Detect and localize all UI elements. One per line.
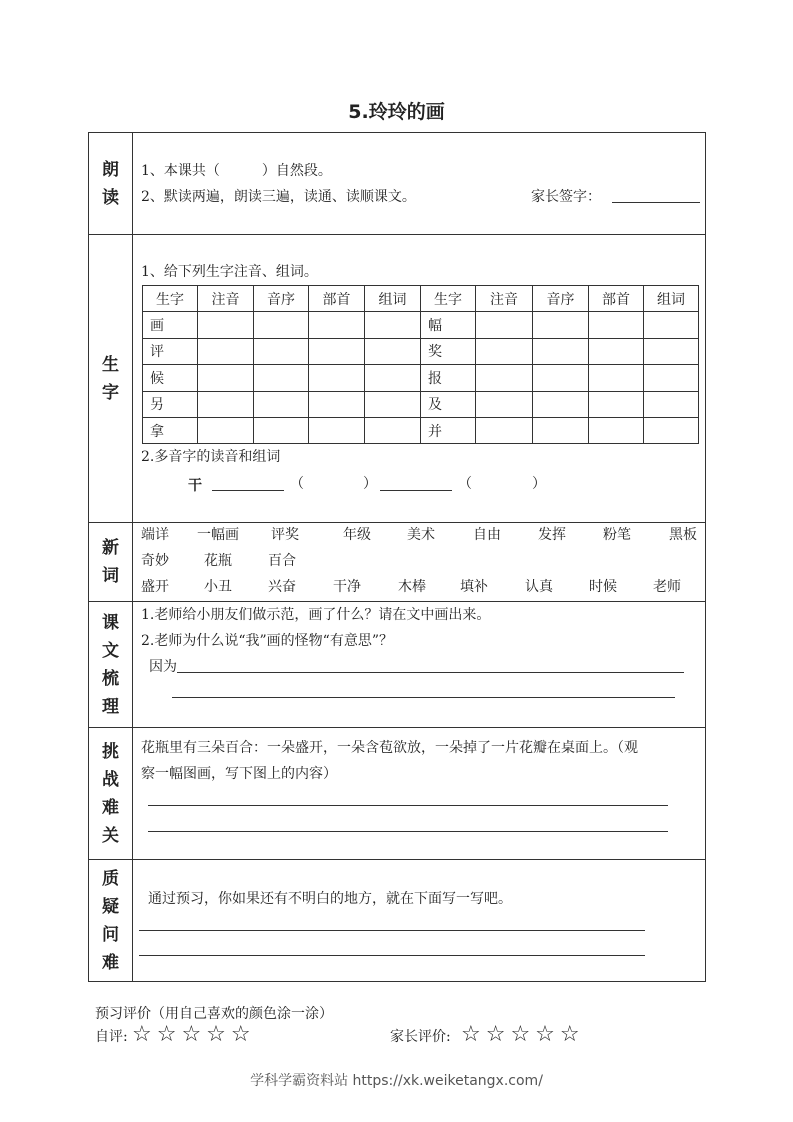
answer-line[interactable] bbox=[148, 831, 668, 832]
new-word: 百合 bbox=[268, 553, 296, 569]
answer-line[interactable] bbox=[172, 697, 675, 698]
new-word: 一幅画 bbox=[197, 527, 239, 543]
blank-cell[interactable] bbox=[254, 417, 309, 443]
blank-cell[interactable] bbox=[309, 417, 365, 443]
section-label: 生字 bbox=[102, 354, 119, 403]
table-row bbox=[143, 338, 699, 364]
langdu-line2: 2、默读两遍，朗读三遍，读通、读顺课文。 bbox=[141, 189, 416, 205]
section-langdu bbox=[89, 133, 705, 234]
blank-cell[interactable] bbox=[533, 391, 589, 417]
answer-line[interactable] bbox=[139, 955, 645, 956]
polyphone-char: 干 bbox=[188, 478, 202, 494]
character-cell: 另 bbox=[143, 391, 198, 417]
page-title: 5.玲玲的画 bbox=[348, 101, 445, 123]
new-word: 小丑 bbox=[204, 579, 232, 595]
blank-cell[interactable] bbox=[476, 338, 533, 364]
section-zhiyi bbox=[89, 859, 705, 981]
column-header: 组词 bbox=[644, 286, 699, 312]
characters-table bbox=[142, 285, 699, 444]
self-eval-label: 自评: bbox=[95, 1029, 128, 1045]
character-cell: 及 bbox=[421, 391, 476, 417]
character-cell: 幅 bbox=[421, 312, 476, 338]
answer-line[interactable] bbox=[139, 930, 645, 931]
blank-cell[interactable] bbox=[533, 338, 589, 364]
table-row bbox=[143, 417, 699, 443]
blank-cell[interactable] bbox=[365, 417, 421, 443]
column-header: 部首 bbox=[309, 286, 365, 312]
table-row bbox=[143, 312, 699, 338]
column-header: 音序 bbox=[533, 286, 589, 312]
section-label: 课文梳理 bbox=[102, 612, 119, 717]
new-word: 年级 bbox=[343, 527, 371, 543]
new-word: 时候 bbox=[589, 579, 617, 595]
answer-line[interactable] bbox=[177, 672, 684, 673]
zhiyi-text: 通过预习，你如果还有不明白的地方，就在下面写一写吧。 bbox=[148, 891, 512, 907]
column-header: 注音 bbox=[198, 286, 254, 312]
challenge-line-2: 察一幅图画，写下图上的内容） bbox=[141, 766, 337, 782]
new-word: 填补 bbox=[460, 579, 488, 595]
polyphone-blank-1[interactable] bbox=[212, 490, 284, 491]
paren-close: ） bbox=[532, 476, 546, 492]
blank-cell[interactable] bbox=[476, 365, 533, 391]
answer-line[interactable] bbox=[148, 805, 668, 806]
paren-close: ） bbox=[363, 476, 377, 492]
character-cell: 奖 bbox=[421, 338, 476, 364]
blank-cell[interactable] bbox=[309, 365, 365, 391]
new-word: 评奖 bbox=[271, 527, 299, 543]
because-label: 因为 bbox=[149, 659, 177, 675]
self-eval-stars[interactable]: ☆☆☆☆☆ bbox=[132, 1022, 256, 1047]
blank-cell[interactable] bbox=[644, 312, 699, 338]
new-word: 认真 bbox=[525, 579, 553, 595]
new-word: 花瓶 bbox=[204, 553, 232, 569]
shengzi-intro: 1、给下列生字注音、组词。 bbox=[141, 264, 318, 280]
section-label: 挑战难关 bbox=[102, 741, 119, 846]
new-word: 老师 bbox=[653, 579, 681, 595]
blank-cell[interactable] bbox=[309, 312, 365, 338]
table-row bbox=[143, 391, 699, 417]
new-word: 盛开 bbox=[141, 579, 169, 595]
new-word: 粉笔 bbox=[603, 527, 631, 543]
parent-sign-label: 家长签字： bbox=[531, 189, 601, 205]
evaluation-title: 预习评价（用自己喜欢的颜色涂一涂） bbox=[95, 1006, 333, 1022]
blank-cell[interactable] bbox=[254, 338, 309, 364]
blank-cell[interactable] bbox=[476, 391, 533, 417]
character-cell: 画 bbox=[143, 312, 198, 338]
character-cell: 报 bbox=[421, 365, 476, 391]
section-tiaozhan bbox=[89, 727, 705, 859]
blank-cell[interactable] bbox=[589, 338, 644, 364]
blank-cell[interactable] bbox=[309, 391, 365, 417]
column-header: 注音 bbox=[476, 286, 533, 312]
langdu-line1: 1、本课共（ ）自然段。 bbox=[141, 163, 332, 179]
blank-cell[interactable] bbox=[254, 312, 309, 338]
blank-cell[interactable] bbox=[365, 312, 421, 338]
blank-cell[interactable] bbox=[476, 312, 533, 338]
blank-cell[interactable] bbox=[254, 365, 309, 391]
watermark: 学科学霸资料站 https://xk.weiketangx.com/ bbox=[250, 1073, 543, 1089]
column-header: 生字 bbox=[421, 286, 476, 312]
blank-cell[interactable] bbox=[365, 338, 421, 364]
section-label: 质疑问难 bbox=[102, 868, 119, 973]
new-word: 奇妙 bbox=[141, 553, 169, 569]
blank-cell[interactable] bbox=[589, 312, 644, 338]
new-word: 木棒 bbox=[398, 579, 426, 595]
section-label: 新词 bbox=[102, 538, 119, 586]
parent-eval-label: 家长评价: bbox=[390, 1029, 451, 1045]
blank-cell[interactable] bbox=[198, 312, 254, 338]
new-word: 黑板 bbox=[669, 527, 697, 543]
parent-eval-stars[interactable]: ☆☆☆☆☆ bbox=[461, 1022, 585, 1047]
new-word: 端详 bbox=[141, 527, 169, 543]
table-header-row bbox=[143, 286, 699, 312]
section-label: 朗读 bbox=[102, 159, 119, 208]
polyphone-title: 2.多音字的读音和组词 bbox=[141, 449, 281, 465]
character-cell: 拿 bbox=[143, 417, 198, 443]
worksheet-table bbox=[88, 132, 706, 982]
new-word: 发挥 bbox=[538, 527, 566, 543]
section-shuli bbox=[89, 601, 705, 727]
new-word: 自由 bbox=[473, 527, 501, 543]
blank-cell[interactable] bbox=[644, 365, 699, 391]
blank-cell[interactable] bbox=[589, 365, 644, 391]
column-header: 组词 bbox=[365, 286, 421, 312]
paren-open: （ bbox=[458, 476, 472, 492]
character-cell: 候 bbox=[143, 365, 198, 391]
section-shengzi bbox=[89, 234, 705, 522]
blank-cell[interactable] bbox=[365, 365, 421, 391]
polyphone-blank-2[interactable] bbox=[380, 490, 452, 491]
shuli-question-1: 1.老师给小朋友们做示范，画了什么？请在文中画出来。 bbox=[141, 607, 491, 623]
section-xinci bbox=[89, 522, 705, 601]
blank-cell[interactable] bbox=[309, 338, 365, 364]
blank-cell[interactable] bbox=[589, 417, 644, 443]
shuli-question-2: 2.老师为什么说“我”画的怪物“有意思”？ bbox=[141, 633, 393, 649]
challenge-line-1: 花瓶里有三朵百合：一朵盛开，一朵含苞欲放，一朵掉了一片花瓣在桌面上。（观 bbox=[141, 740, 638, 756]
new-word: 干净 bbox=[333, 579, 361, 595]
column-header: 部首 bbox=[589, 286, 644, 312]
blank-cell[interactable] bbox=[365, 391, 421, 417]
blank-cell[interactable] bbox=[589, 391, 644, 417]
blank-cell[interactable] bbox=[198, 417, 254, 443]
blank-cell[interactable] bbox=[644, 391, 699, 417]
column-header: 音序 bbox=[254, 286, 309, 312]
blank-cell[interactable] bbox=[644, 417, 699, 443]
paren-open: （ bbox=[290, 476, 304, 492]
column-header: 生字 bbox=[143, 286, 198, 312]
blank-cell[interactable] bbox=[533, 417, 589, 443]
blank-cell[interactable] bbox=[198, 391, 254, 417]
blank-cell[interactable] bbox=[476, 417, 533, 443]
blank-cell[interactable] bbox=[198, 338, 254, 364]
blank-cell[interactable] bbox=[533, 365, 589, 391]
new-word: 美术 bbox=[407, 527, 435, 543]
character-cell: 评 bbox=[143, 338, 198, 364]
blank-cell[interactable] bbox=[254, 391, 309, 417]
blank-cell[interactable] bbox=[644, 338, 699, 364]
table-row bbox=[143, 365, 699, 391]
new-word: 兴奋 bbox=[268, 579, 296, 595]
blank-cell[interactable] bbox=[198, 365, 254, 391]
blank-cell[interactable] bbox=[533, 312, 589, 338]
character-cell: 并 bbox=[421, 417, 476, 443]
parent-sign-line[interactable] bbox=[612, 202, 700, 203]
